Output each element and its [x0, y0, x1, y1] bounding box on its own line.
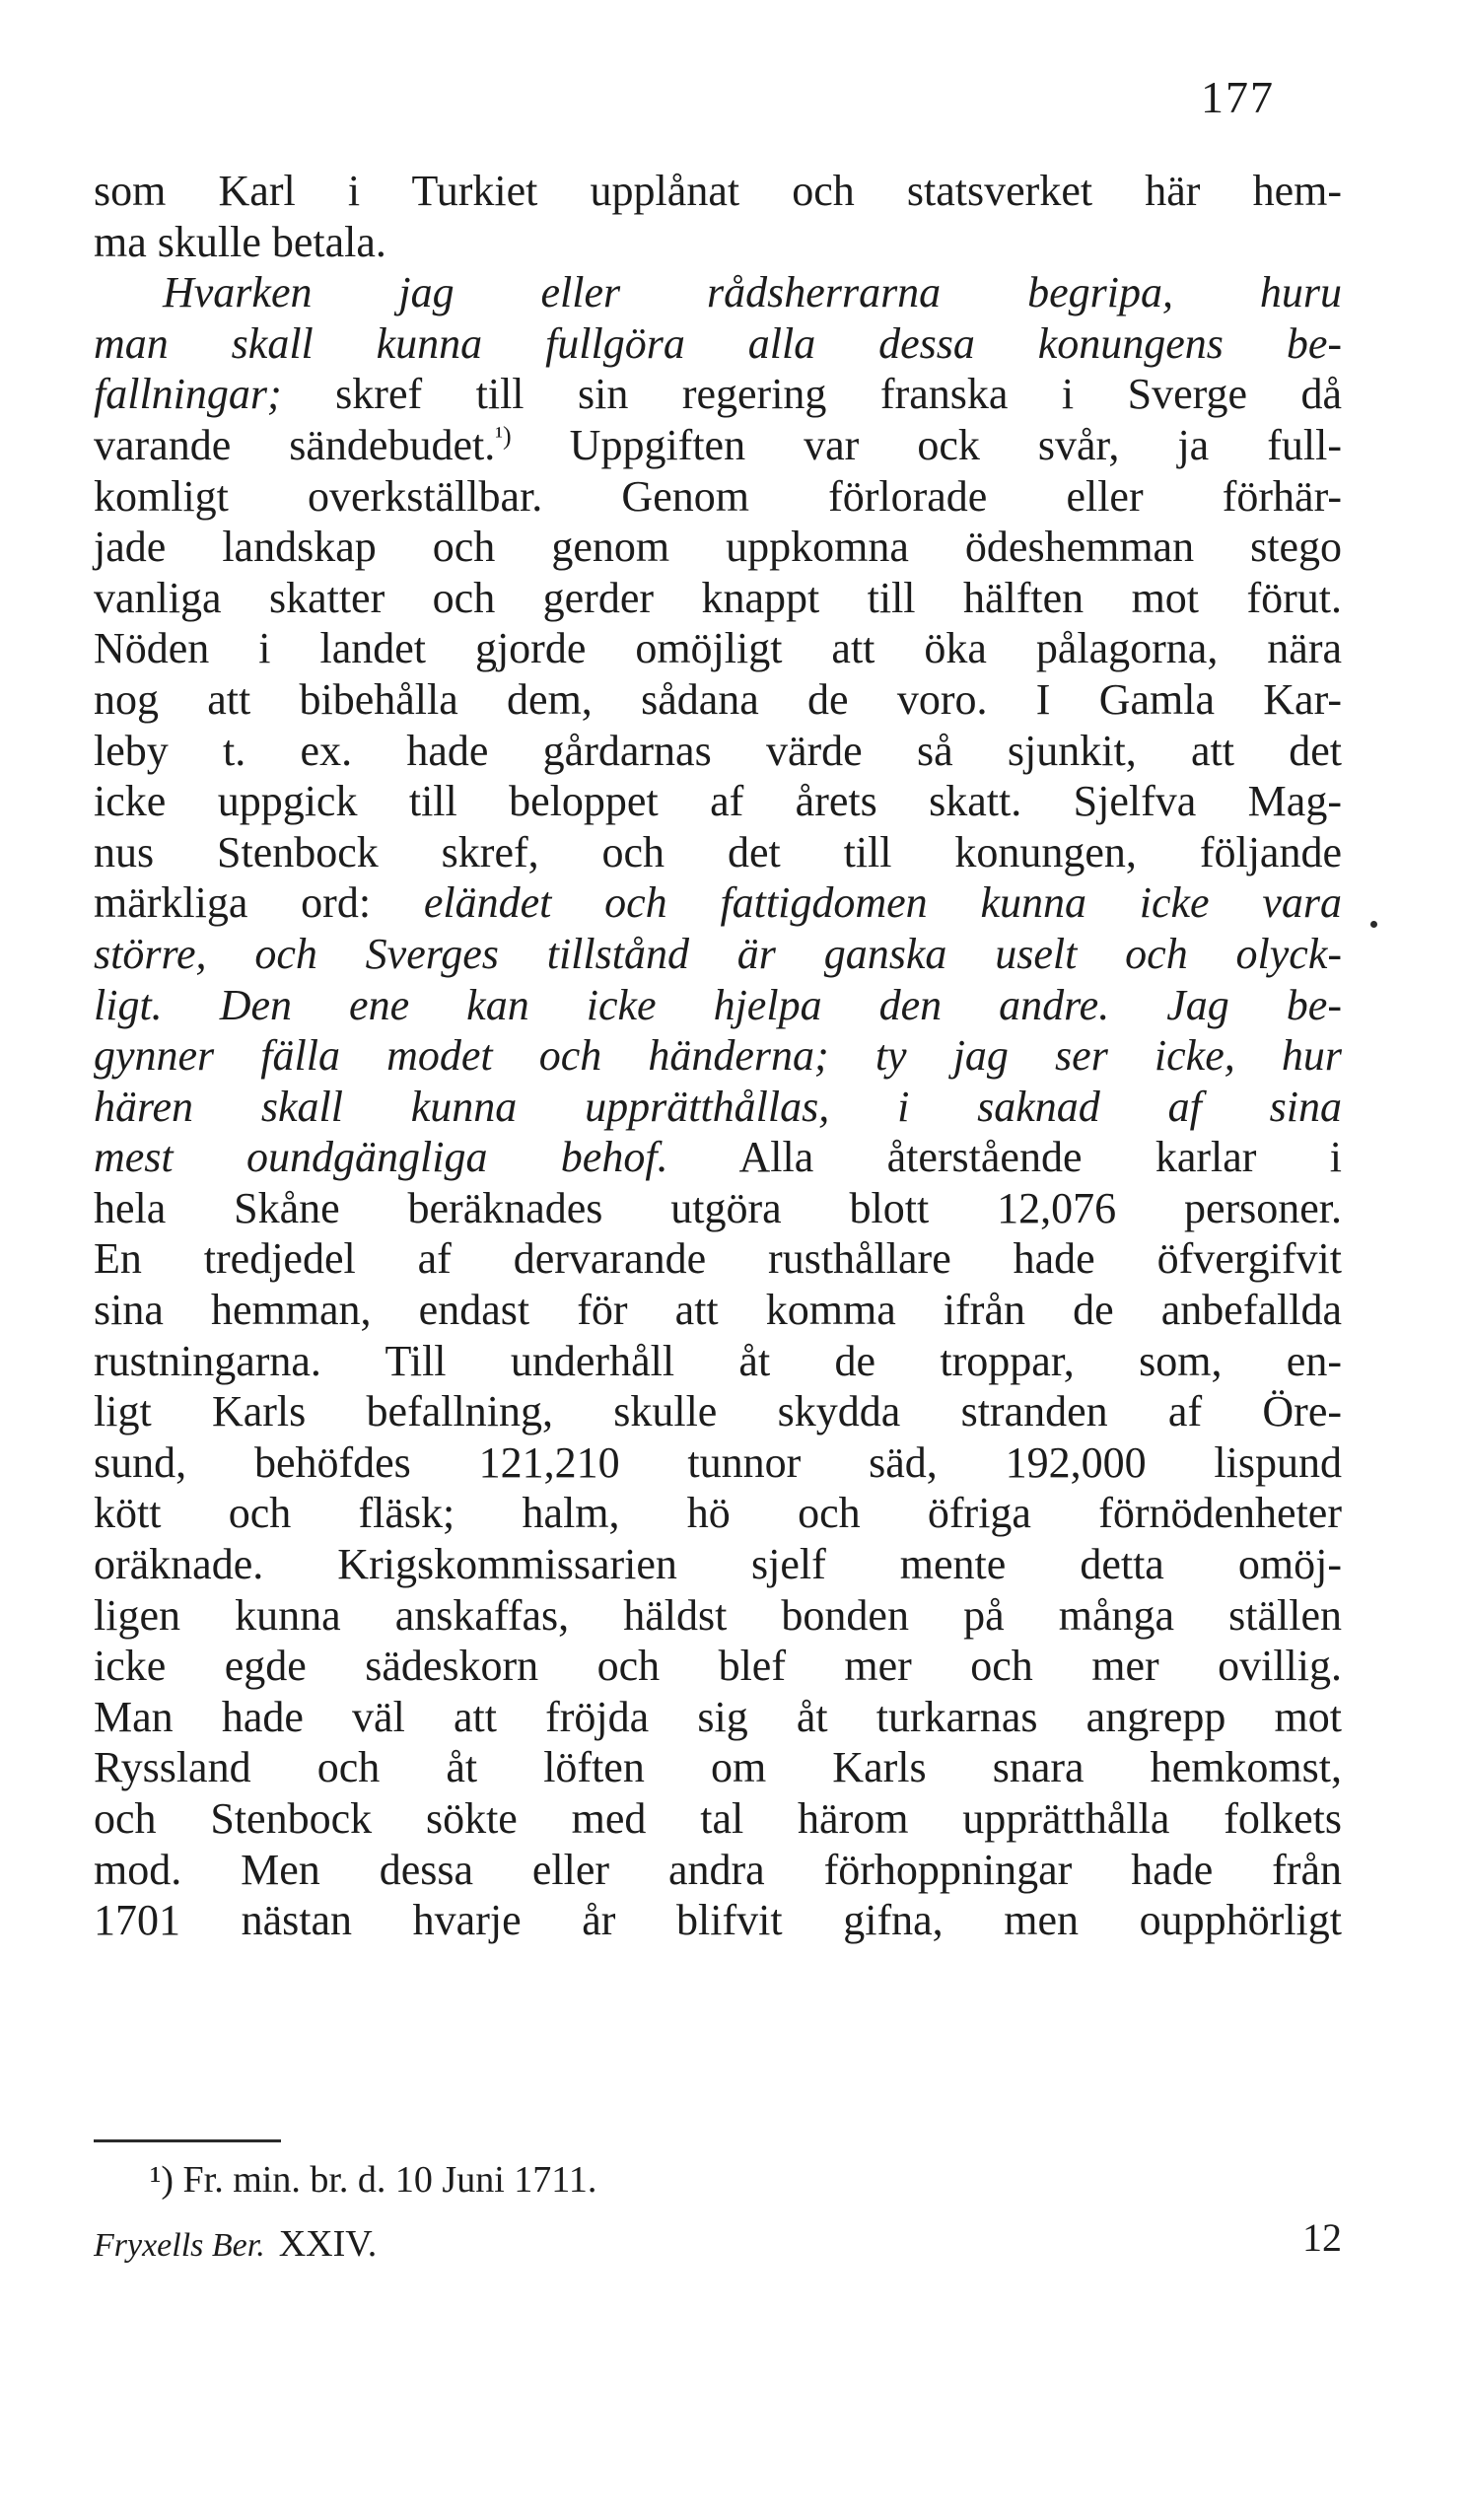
text-span: mod. Men dessa eller andra förhoppningar hade från: [94, 1845, 1342, 1894]
text-line: [94, 1488, 1342, 1539]
text-line: [94, 929, 1342, 980]
text-span: icke uppgick till beloppet af årets skatt. Sjelfva Mag-: [94, 777, 1342, 826]
footnote: ¹) Fr. min. br. d. 10 Juni 1711.: [150, 2159, 597, 2201]
text-span: märkliga ord:: [94, 878, 424, 928]
text-line: [94, 1692, 1342, 1743]
text-span: ligt Karls befallning, skulle skydda stranden af Öre-: [94, 1387, 1342, 1436]
text-span: 1701 nästan hvarje år blifvit gifna, men oupphörligt: [94, 1896, 1342, 1945]
italic-text: mest oundgängliga behof.: [94, 1133, 668, 1182]
text-line: [94, 726, 1342, 777]
text-line: [94, 1793, 1342, 1845]
text-span: sina hemman, endast för att komma ifrån de anbefallda: [94, 1286, 1342, 1335]
text-line: [94, 1539, 1342, 1590]
text-span: varande sändebudet.: [94, 420, 496, 469]
text-span: Man hade väl att fröjda sig åt turkarnas angrepp mot: [94, 1692, 1342, 1741]
text-line: [94, 1845, 1342, 1896]
text-line: [94, 471, 1342, 523]
text-line: [94, 369, 1342, 420]
text-span: ligen kunna anskaffas, häldst bonden på många ställen: [94, 1590, 1342, 1640]
text-line: [94, 166, 1342, 217]
text-span: icke egde sädeskorn och blef mer och mer ovillig.: [94, 1642, 1342, 1691]
volume-number: XXIV.: [278, 2223, 378, 2265]
text-line: [94, 1386, 1342, 1437]
text-span: som Karl i Turkiet upplånat och statsverket här hem-: [94, 167, 1342, 215]
italic-text: gynner fälla modet och händerna; ty jag ser icke, hur: [94, 1031, 1342, 1081]
text-line: [94, 623, 1342, 674]
italic-text: större, och Sverges tillstånd är ganska uselt och olyck-: [94, 929, 1342, 978]
italic-text: ligt. Den ene kan icke hjelpa den andre. Jag be-: [94, 980, 1342, 1029]
text-line: [94, 1336, 1342, 1387]
text-span: nog att bibehålla dem, sådana de voro. I Gamla Kar-: [94, 674, 1342, 724]
footnote-rule: [94, 2139, 281, 2142]
text-span: vanliga skatter och gerder knappt till hälften mot förut.: [94, 573, 1342, 622]
text-line: [94, 267, 1342, 318]
text-line: [94, 217, 1342, 268]
text-span: skref till sin regering franska i Sverge då: [281, 370, 1342, 419]
text-line: [94, 1590, 1342, 1642]
italic-text: fallningar;: [94, 370, 282, 419]
text-line: [94, 1132, 1342, 1183]
signature-line: [94, 2214, 1342, 2274]
text-span: Ryssland och åt löften om Karls snara hemkomst,: [94, 1743, 1342, 1792]
text-line: [94, 674, 1342, 726]
text-span: oräknade. Krigskommissarien sjelf mente detta omöj-: [94, 1540, 1342, 1589]
text-span: Uppgiften var ock svår, ja full-: [511, 420, 1342, 469]
text-span: Alla återstående karlar i: [667, 1133, 1343, 1182]
text-span: ma skulle betala.: [94, 217, 386, 266]
text-line: [94, 1183, 1342, 1234]
margin-dot: [1370, 921, 1377, 928]
text-span: Nöden i landet gjorde omöjligt att öka pålagorna, nära: [94, 624, 1342, 673]
text-line: [94, 827, 1342, 878]
printer-signature: [94, 2214, 377, 2275]
italic-text: Hvarken jag eller rådsherrarna begripa, huru: [163, 268, 1342, 317]
text-line: [94, 522, 1342, 573]
text-span: En tredjedel af dervarande rusthållare hade öfvergifvit: [94, 1234, 1342, 1284]
italic-text: eländet och fattigdomen kunna icke vara: [423, 878, 1343, 928]
text-span: rustningarna. Till underhåll åt de troppar, som, en-: [94, 1336, 1342, 1385]
text-span: leby t. ex. hade gårdarnas värde så sjunkit, att det: [94, 726, 1342, 775]
text-line: [94, 980, 1342, 1031]
sheet-number: 12: [1302, 2215, 1342, 2260]
text-span: och Stenbock sökte med tal härom upprätthålla folkets: [94, 1794, 1342, 1843]
body-text: [94, 166, 1342, 1946]
text-line: [94, 776, 1342, 827]
text-line: [94, 1030, 1342, 1082]
signature-text: Fryxells Ber.: [94, 2227, 265, 2264]
text-line: [94, 1233, 1342, 1285]
text-span: jade landskap och genom uppkomna ödeshemman stego: [94, 523, 1342, 572]
text-line: [94, 420, 1342, 471]
text-span: kött och fläsk; halm, hö och öfriga förnödenheter: [94, 1489, 1342, 1538]
page-number: 177: [1201, 72, 1275, 122]
text-line: [94, 1437, 1342, 1489]
text-span: nus Stenbock skref, och det till konungen, följande: [94, 827, 1342, 876]
text-span: komligt overkställbar. Genom förlorade eller förhär-: [94, 471, 1342, 521]
text-line: [94, 1895, 1342, 1946]
text-line: [94, 1742, 1342, 1793]
footnote-ref: ¹): [495, 421, 512, 451]
text-line: [94, 877, 1342, 929]
text-line: [94, 1285, 1342, 1336]
text-line: [94, 1641, 1342, 1692]
italic-text: hären skall kunna upprätthållas, i saknad af sina: [94, 1082, 1342, 1131]
text-line: [94, 318, 1342, 370]
italic-text: man skall kunna fullgöra alla dessa konungens be-: [94, 318, 1342, 368]
text-span: hela Skåne beräknades utgöra blott 12,076 personer.: [94, 1183, 1342, 1232]
text-line: [94, 1082, 1342, 1133]
text-span: sund, behöfdes 121,210 tunnor säd, 192,000 lispund: [94, 1437, 1342, 1487]
text-line: [94, 573, 1342, 624]
